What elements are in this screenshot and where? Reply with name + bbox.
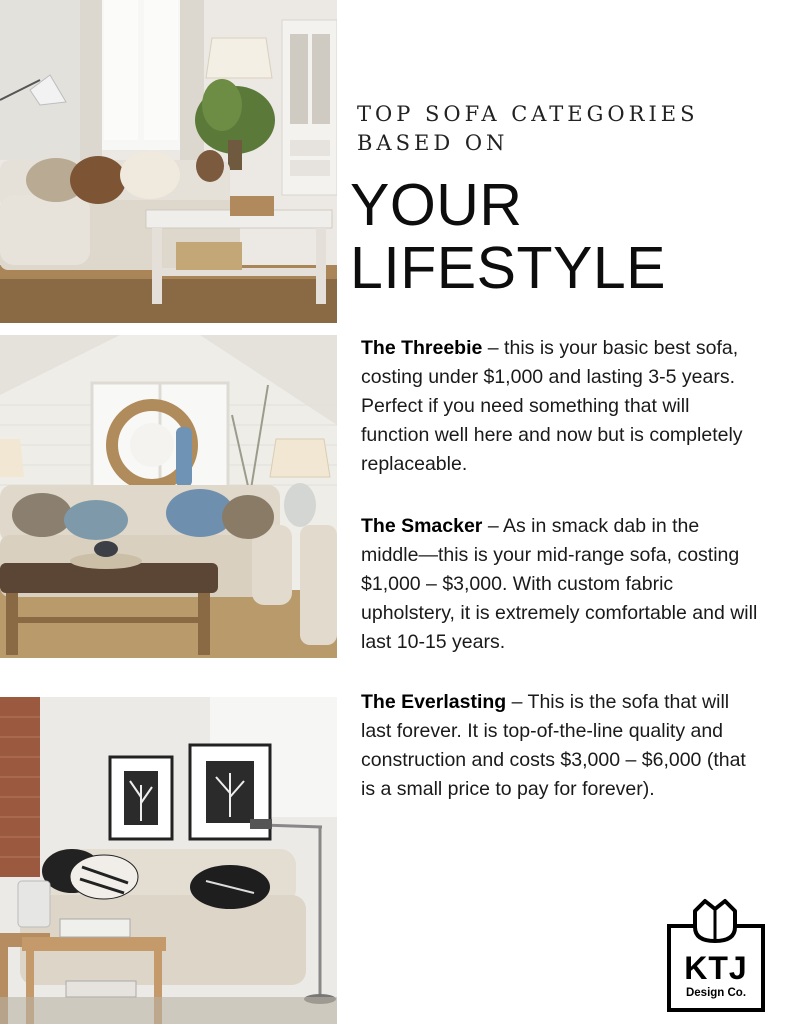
- title-kicker-line-1: TOP SOFA CATEGORIES: [357, 102, 699, 126]
- category-name: The Threebie: [361, 337, 483, 359]
- category-description: – As in smack dab in the middle—this is your mid-range sofa, costing $1,000 – $3,000. With custom fabric upholstery, it is extremely comfortable and will last 10-15 years.: [361, 515, 758, 653]
- living-room-photo-2: [0, 335, 337, 658]
- page-title: [350, 174, 780, 300]
- category-threebie: [361, 334, 761, 479]
- logo-wordmark: KTJ: [684, 950, 748, 986]
- category-everlasting: [361, 688, 761, 804]
- ktj-logo: [665, 896, 765, 1014]
- living-room-photo-1: [0, 0, 337, 323]
- category-description: – This is the sofa that will last forever. It is top-of-the-line quality and construction and costs $3,000 – $6,000 (that is a small price to pay for forever).: [361, 691, 746, 800]
- title-kicker-line-2: BASED ON: [357, 131, 509, 155]
- living-room-photo-3: [0, 697, 337, 1024]
- tulip-icon: [689, 897, 741, 949]
- living-room-illustration-3: [0, 697, 337, 1024]
- logo-subtitle: Design Co.: [685, 987, 747, 999]
- category-description: – this is your basic best sofa, costing under $1,000 and lasting 3-5 years. Perfect if you need something that will function well here and now but is completely replaceable.: [361, 337, 743, 475]
- category-name: The Smacker: [361, 515, 483, 537]
- category-smacker: [361, 512, 761, 657]
- living-room-illustration-1: [0, 0, 337, 323]
- page-title-line-1: YOUR: [350, 172, 523, 238]
- title-kicker: [357, 100, 777, 158]
- category-name: The Everlasting: [361, 691, 507, 713]
- living-room-illustration-2: [0, 335, 337, 658]
- page-title-line-2: LIFESTYLE: [350, 235, 667, 301]
